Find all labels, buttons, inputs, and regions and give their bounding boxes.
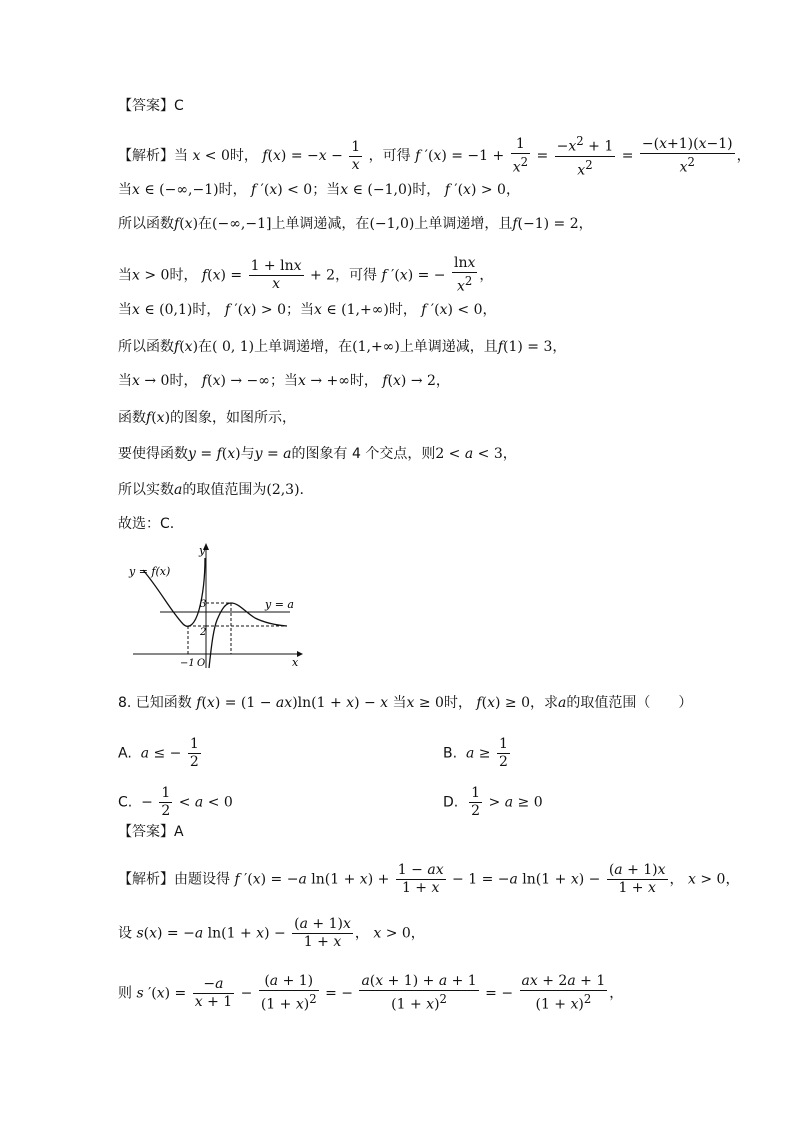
label-origin: O [197, 658, 206, 669]
q7-analysis-line-4: 当x > 0时， f(x) = $\frac{1 + \ln x}{x}$ + 2，可得 f ′(x) = − $\frac{\ln x}{x^2}$ ， [118, 255, 494, 295]
q8-stem: 8. 已知函数 f(x) = (1 − ax)ln(1 + x) − x 当x ≥ 0时， f(x) ≥ 0，求a的取值范围（ ） [118, 695, 693, 711]
label-y-fx: y = f(x) [129, 565, 171, 578]
option-a[interactable]: A. a ≤ − $\frac{1}{2}$ [118, 736, 199, 770]
q7-analysis-line-8: 函数f(x)的图象，如图所示， [118, 410, 297, 426]
q7-analysis-line-1: 【解析】当 x < 0时， f(x) = −x − $\frac{1}{x}$ ，可得 f ′(x) = −1 + $\frac{1}{x^2}$ = $\frac{-x^2 + 1}{x^2}$ = $\frac{-(x+1)(x-1)}{x^2}$ ， [118, 134, 751, 179]
label-axis-x: x [292, 656, 299, 669]
label-2: 2 [200, 627, 207, 638]
q7-answer: 【答案】C [118, 98, 184, 114]
q7-analysis-line-7: 当x → 0时， f(x) → −∞；当x → +∞时， f(x) → 2， [118, 373, 450, 389]
option-c[interactable]: C. − $\frac{1}{2}$ < a < 0 [118, 785, 233, 819]
q7-analysis-line-10: 所以实数a的取值范围为(2,3). [118, 482, 304, 498]
label-y-a: y = a [265, 598, 294, 611]
q7-analysis-line-3: 所以函数f(x)在(−∞,−1]上单调递减，在(−1,0)上单调递增，且f(−1) = 2， [118, 216, 593, 232]
label-axis-y: y [199, 544, 206, 557]
q8-answer: 【答案】A [118, 824, 184, 840]
curve-right-branch [209, 603, 287, 668]
label-3: 3 [200, 599, 207, 610]
q8-analysis-line-3: 则 s ′(x) = $\frac{-a}{x + 1}$ − $\frac{(a + 1)}{(1 + x)^2}$ = − $\frac{a(x + 1) + a + 1}{(1 + x)^2}$ = − $\frac{ax + 2a + 1}{(1 + x)^2}$ ， [118, 973, 624, 1013]
q7-analysis-line-9: 要使得函数y = f(x)与y = a的图象有 4 个交点，则2 < a < 3， [118, 446, 517, 462]
option-b[interactable]: B. a ≥ $\frac{1}{2}$ [443, 736, 508, 770]
q7-analysis-line-5: 当x ∈ (0,1)时， f ′(x) > 0；当x ∈ (1,+∞)时， f ′(x) < 0， [118, 302, 497, 318]
q7-choice: 故选：C. [118, 516, 175, 532]
q8-analysis-line-1: 【解析】由题设得 f ′(x) = −a ln(1 + x) + $\frac{1 - ax}{1 + x}$ − 1 = −a ln(1 + x) − $\frac{(a + 1)x}{1 + x}$ ， x > 0， [118, 862, 740, 896]
function-graph [125, 540, 305, 670]
option-d[interactable]: D. $\frac{1}{2}$ > a ≥ 0 [443, 785, 543, 819]
q7-analysis-line-6: 所以函数f(x)在( 0, 1)上单调递增，在(1,+∞)上单调递减，且f(1) = 3， [118, 339, 567, 355]
q8-analysis-line-2: 设 s(x) = −a ln(1 + x) − $\frac{(a + 1)x}{1 + x}$ ， x > 0， [118, 916, 425, 950]
q7-analysis-line-2: 当x ∈ (−∞,−1)时， f ′(x) < 0；当x ∈ (−1,0)时， f ′(x) > 0， [118, 182, 520, 198]
label-minus-1: −1 [180, 658, 195, 669]
